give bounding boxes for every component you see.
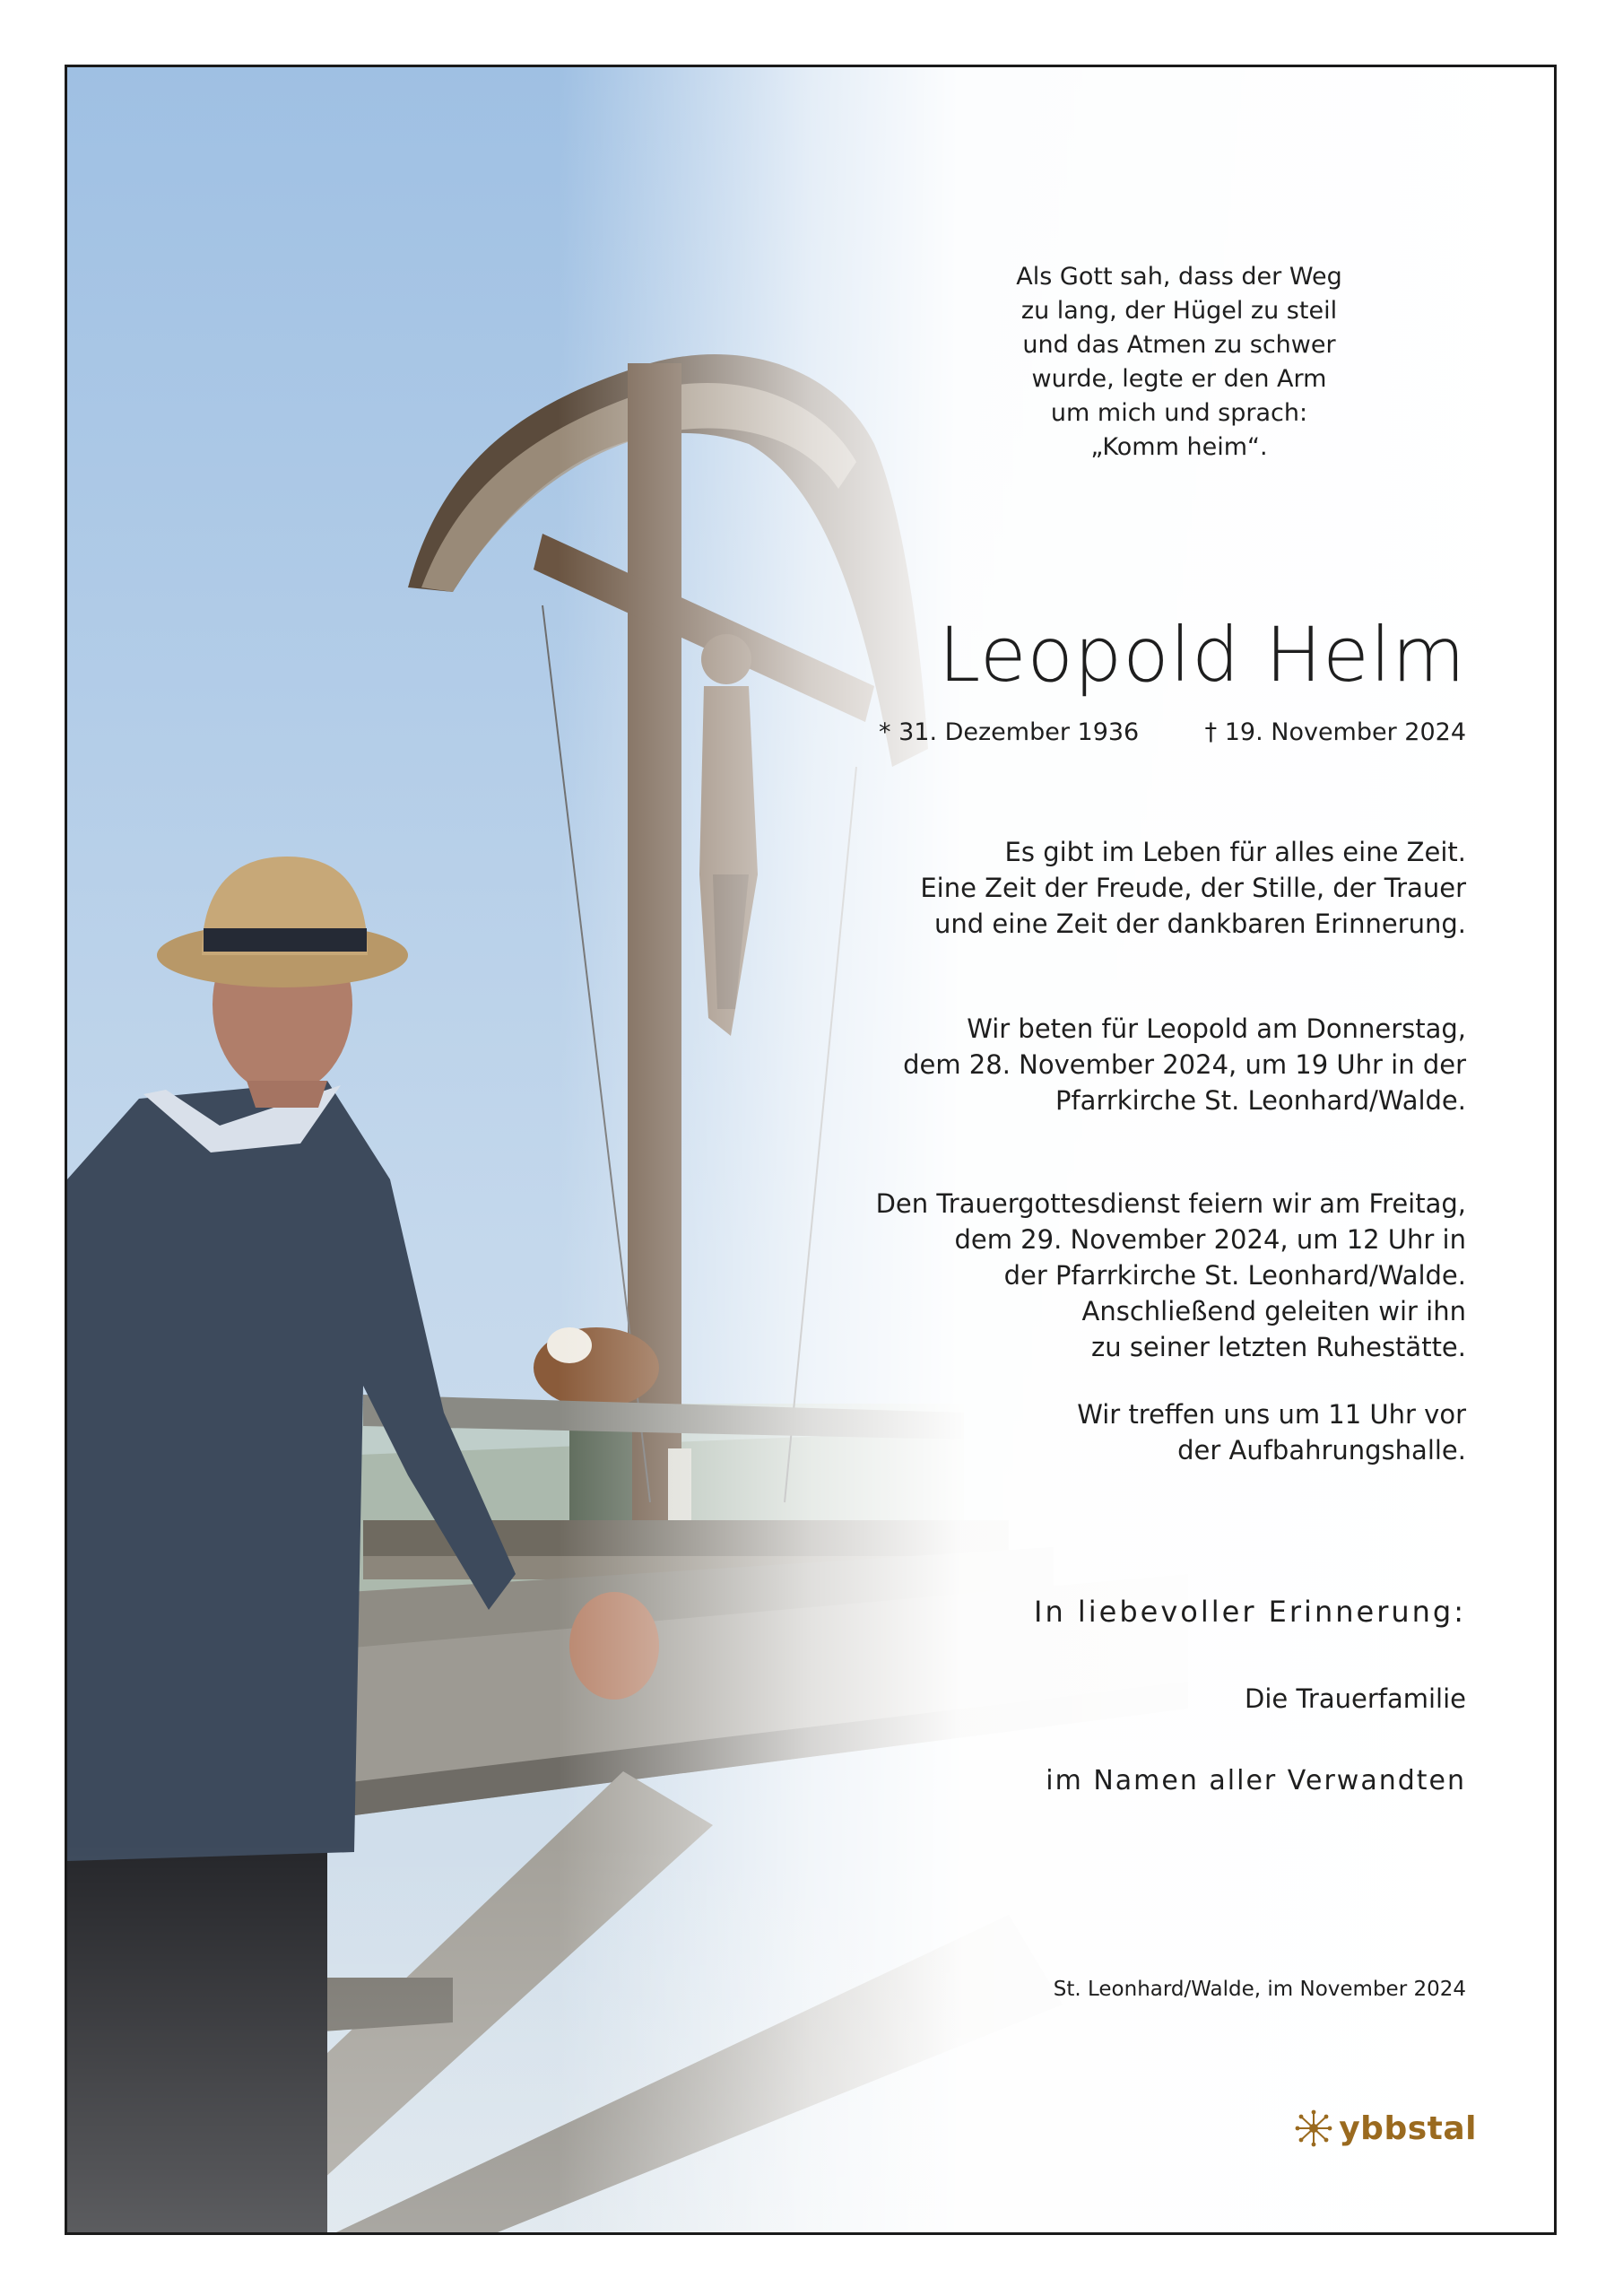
obituary-card <box>65 65 1557 2235</box>
paragraph-line: Den Trauergottesdienst feiern wir am Freitag, <box>875 1188 1466 1219</box>
death-date: † 19. November 2024 <box>1204 718 1466 746</box>
paragraph-line: dem 28. November 2024, um 19 Uhr in der <box>903 1049 1466 1080</box>
ybbstal-logo <box>1294 2109 1477 2148</box>
deceased-name: Leopold Helm <box>938 611 1466 699</box>
paragraph-line: der Aufbahrungshalle. <box>1177 1435 1466 1465</box>
paragraph-line: zu seiner letzten Ruhestätte. <box>1091 1332 1466 1362</box>
birth-date: * 31. Dezember 1936 <box>879 718 1140 746</box>
service-paragraph <box>876 1186 1466 1365</box>
poem <box>892 260 1466 465</box>
poem-line: um mich und sprach: <box>1050 399 1308 427</box>
paragraph-line: dem 29. November 2024, um 12 Uhr in <box>954 1224 1466 1255</box>
meeting-paragraph <box>1077 1396 1466 1468</box>
paragraph-line: Wir treffen uns um 11 Uhr vor <box>1077 1399 1466 1430</box>
family-signature: Die Trauerfamilie <box>1245 1683 1466 1714</box>
paragraph-line: Wir beten für Leopold am Donnerstag, <box>967 1013 1466 1044</box>
relatives-line: im Namen aller Verwandten <box>1046 1765 1466 1796</box>
poem-line: Als Gott sah, dass der Weg <box>1016 263 1342 291</box>
paragraph-line: Es gibt im Leben für alles eine Zeit. <box>1004 837 1466 867</box>
paragraph-line: Pfarrkirche St. Leonhard/Walde. <box>1055 1085 1466 1116</box>
paragraph-line: Anschließend geleiten wir ihn <box>1081 1296 1466 1326</box>
paragraph-line: der Pfarrkirche St. Leonhard/Walde. <box>1003 1260 1466 1291</box>
paragraph-line: Eine Zeit der Freude, der Stille, der Trauer <box>920 873 1466 903</box>
paragraph-line: und eine Zeit der dankbaren Erinnerung. <box>934 909 1466 939</box>
poem-line: zu lang, der Hügel zu steil <box>1020 297 1338 325</box>
logo-text: ybbstal <box>1339 2109 1477 2147</box>
prayer-paragraph <box>903 1011 1466 1118</box>
poem-line: „Komm heim“. <box>1090 433 1268 461</box>
poem-line: und das Atmen zu schwer <box>1022 331 1336 359</box>
quote-paragraph <box>920 834 1466 942</box>
memory-heading: In liebevoller Erinnerung: <box>1034 1595 1466 1629</box>
place-date: St. Leonhard/Walde, im November 2024 <box>1053 1978 1466 2001</box>
dandelion-icon <box>1294 2109 1333 2148</box>
poem-line: wurde, legte er den Arm <box>1031 365 1327 393</box>
